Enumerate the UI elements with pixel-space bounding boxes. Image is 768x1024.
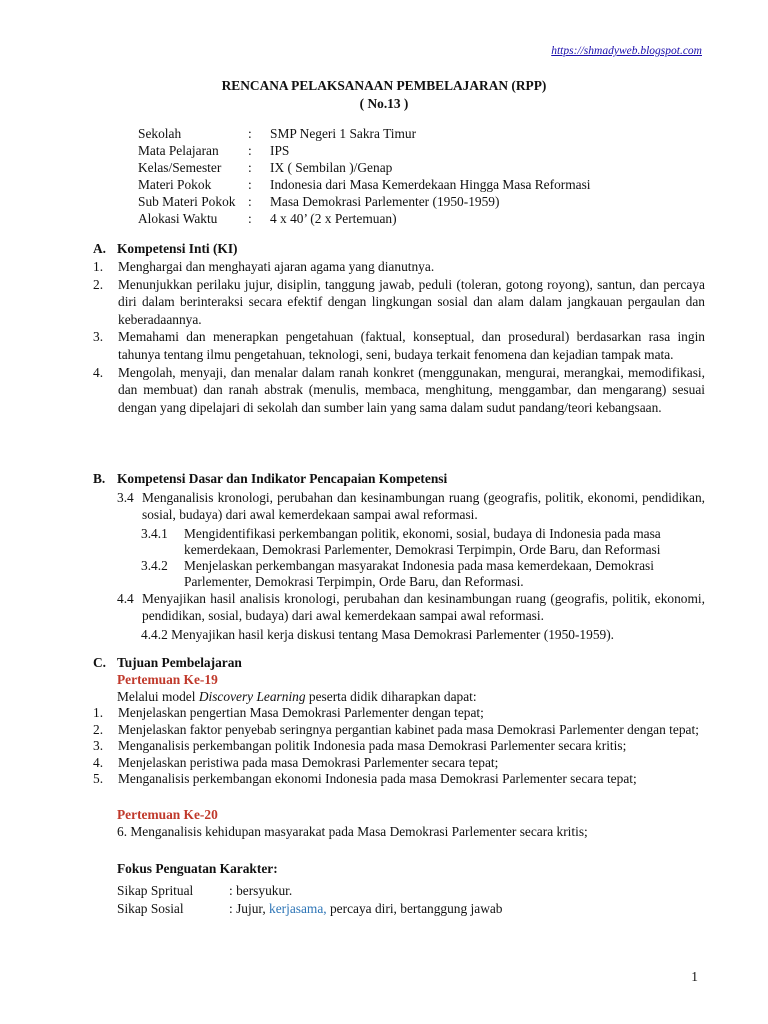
list-text: Menjelaskan peristiwa pada masa Demokrasi Parlementer secara tepat; bbox=[118, 754, 499, 770]
list-item bbox=[93, 738, 705, 755]
list-text: Menjelaskan pengertian Masa Demokrasi Parlementer dengan tepat; bbox=[118, 705, 484, 720]
tujuan-list bbox=[93, 705, 705, 788]
list-item bbox=[93, 722, 705, 739]
indicator-item bbox=[93, 526, 705, 558]
kd-item bbox=[93, 489, 705, 523]
sikap-row bbox=[117, 900, 503, 918]
list-item bbox=[93, 755, 705, 772]
meeting-heading: Pertemuan Ke-20 bbox=[117, 806, 218, 822]
identity-sep: : bbox=[248, 211, 252, 226]
section-title: Kompetensi Inti (KI) bbox=[117, 241, 238, 256]
indicator-number: 3.4.2 bbox=[141, 558, 168, 573]
identity-row bbox=[138, 125, 591, 142]
list-text: Menjelaskan faktor penyebab seringnya pergantian kabinet pada masa Demokrasi Parlementer dengan tepat; bbox=[118, 721, 699, 737]
identity-key: Kelas/Semester bbox=[138, 160, 222, 175]
kd-number: 3.4 bbox=[117, 490, 134, 505]
identity-block bbox=[138, 125, 591, 227]
identity-key: Mata Pelajaran bbox=[138, 143, 219, 158]
identity-value: SMP Negeri 1 Sakra Timur bbox=[270, 126, 417, 141]
identity-key: Materi Pokok bbox=[138, 177, 212, 192]
section-tujuan-pembelajaran bbox=[93, 654, 705, 918]
model-name: Discovery Learning bbox=[198, 689, 306, 704]
identity-value: IX ( Sembilan )/Genap bbox=[270, 160, 393, 175]
document-title bbox=[0, 77, 768, 113]
list-item bbox=[93, 771, 705, 788]
sikap-table bbox=[117, 882, 503, 918]
section-title: Kompetensi Dasar dan Indikator Pencapaian Kompetensi bbox=[117, 471, 448, 486]
tujuan-item-6: 6. Menganalisis kehidupan masyarakat pada Masa Demokrasi Parlementer secara kritis; bbox=[117, 823, 588, 839]
identity-value: Masa Demokrasi Parlementer (1950-1959) bbox=[270, 194, 500, 209]
sikap-post: percaya diri, bertanggung jawab bbox=[326, 900, 503, 916]
identity-key: Alokasi Waktu bbox=[138, 211, 218, 226]
section-heading bbox=[93, 240, 705, 257]
identity-value: IPS bbox=[270, 143, 290, 158]
list-item bbox=[93, 364, 705, 417]
title-line-2: ( No.13 ) bbox=[359, 96, 409, 111]
identity-sep: : bbox=[248, 177, 252, 192]
identity-row bbox=[138, 159, 591, 176]
indicator-number: 3.4.1 bbox=[141, 526, 168, 541]
kd-number: 4.4 bbox=[117, 591, 134, 606]
sikap-value bbox=[229, 900, 503, 918]
section-title: Tujuan Pembelajaran bbox=[117, 655, 242, 670]
sikap-value: : bersyukur. bbox=[229, 882, 293, 898]
list-number: 2. bbox=[93, 276, 104, 292]
identity-sep: : bbox=[248, 143, 252, 158]
fokus-title: Fokus Penguatan Karakter: bbox=[117, 860, 278, 876]
list-text: Menghargai dan menghayati ajaran agama yang dianutnya. bbox=[118, 259, 435, 274]
identity-sep: : bbox=[248, 160, 252, 175]
ki-list bbox=[93, 258, 705, 416]
sikap-label: Sikap Spritual bbox=[117, 882, 194, 898]
tujuan-body bbox=[93, 671, 705, 705]
identity-row bbox=[138, 176, 591, 193]
section-heading bbox=[93, 654, 705, 671]
list-number: 4. bbox=[93, 364, 104, 380]
list-text: Memahami dan menerapkan pengetahuan (faktual, konseptual, dan prosedural) berdasarkan rasa ingin tahunya tentang ilmu pengetahuan, teknologi, seni, budaya terkait fenomena dan kejadian tampak mata. bbox=[118, 329, 705, 362]
kd-text: Menganalisis kronologi, perubahan dan kesinambungan ruang (geografis, politik, ekonomi, pendidikan, sosial, budaya) dari awal kemerdekaan sampai awal reformasi. bbox=[142, 490, 705, 522]
title-line-1: RENCANA PELAKSANAAN PEMBELAJARAN (RPP) bbox=[221, 78, 547, 93]
kd-item bbox=[93, 590, 705, 624]
list-text: Menganalisis perkembangan politik Indonesia pada masa Demokrasi Parlementer secara kritis; bbox=[118, 738, 627, 754]
list-number: 1. bbox=[93, 705, 104, 720]
section-heading bbox=[93, 470, 705, 487]
kd-text: Menyajikan hasil analisis kronologi, perubahan dan kesinambungan ruang (geografis, politik, ekonomi, pendidikan, sosial, budaya) dari awal kemerdekaan sampai awal reformasi. bbox=[142, 591, 705, 623]
list-text: Menganalisis perkembangan ekonomi Indonesia pada masa Demokrasi Parlementer secara tepat; bbox=[118, 771, 637, 787]
list-number: 4. bbox=[93, 754, 104, 770]
fokus-block bbox=[93, 860, 705, 918]
list-item bbox=[93, 705, 705, 722]
section-letter: C. bbox=[93, 655, 107, 670]
list-number: 1. bbox=[93, 259, 104, 274]
section-letter: A. bbox=[93, 241, 107, 256]
list-item bbox=[93, 276, 705, 329]
meeting-heading: Pertemuan Ke-19 bbox=[117, 672, 218, 687]
sikap-row bbox=[117, 882, 503, 900]
indicator-text: Mengidentifikasi perkembangan politik, ekonomi, sosial, budaya di Indonesia pada masa kemerdekaan, Demokrasi Parlementer, Demokrasi Terpimpin, Orde Baru, dan Reformasi bbox=[184, 526, 661, 557]
identity-sep: : bbox=[248, 126, 252, 141]
identity-value: 4 x 40’ (2 x Pertemuan) bbox=[270, 211, 397, 226]
meeting-2-block bbox=[93, 806, 705, 840]
list-text: Menunjukkan perilaku jujur, disiplin, tanggung jawab, peduli (toleran, gotong royong), santun, dan percaya diri dalam berinteraksi secara efektif dengan lingkungan sosial dan alam dalam jangkauan pergaulan dan keberadaannya. bbox=[118, 276, 705, 327]
identity-row bbox=[138, 142, 591, 159]
section-kompetensi-dasar bbox=[93, 470, 705, 643]
section-letter: B. bbox=[93, 471, 106, 486]
identity-table bbox=[138, 125, 591, 227]
identity-value: Indonesia dari Masa Kemerdekaan Hingga Masa Reformasi bbox=[270, 177, 591, 192]
page-number: 1 bbox=[691, 969, 698, 984]
identity-sep: : bbox=[248, 194, 252, 209]
sikap-label: Sikap Sosial bbox=[117, 900, 184, 916]
indicator-item bbox=[93, 558, 705, 590]
identity-row bbox=[138, 193, 591, 210]
sikap-highlight: kerjasama, bbox=[269, 900, 327, 916]
list-number: 3. bbox=[93, 329, 104, 345]
list-number: 3. bbox=[93, 738, 104, 754]
section-kompetensi-inti bbox=[93, 240, 705, 416]
indicator-text: Menjelaskan perkembangan masyarakat Indonesia pada masa kemerdekaan, Demokrasi Parlementer, Demokrasi Terpimpin, Orde Baru, dan Reformasi. bbox=[184, 558, 654, 589]
identity-key: Sekolah bbox=[138, 126, 182, 141]
list-item bbox=[93, 328, 705, 363]
list-item bbox=[93, 258, 705, 276]
intro-post: peserta didik diharapkan dapat: bbox=[305, 689, 477, 704]
blog-url-link[interactable]: https://shmadyweb.blogspot.com bbox=[551, 45, 702, 57]
indicator-item: 4.4.2 Menyajikan hasil kerja diskusi tentang Masa Demokrasi Parlementer (1950-1959). bbox=[141, 627, 615, 642]
list-number: 5. bbox=[93, 771, 104, 787]
list-text: Mengolah, menyaji, dan menalar dalam ranah konkret (menggunakan, mengurai, merangkai, memodifikasi, dan membuat) dan ranah abstrak (menulis, membaca, menghitung, menggambar, dan mengarang) sesuai dengan yang dipelajari di sekolah dan sumber lain yang sama dalam sudut pandang/teori kebangsaan. bbox=[118, 364, 705, 415]
sikap-pre: : Jujur, bbox=[229, 900, 270, 916]
list-number: 2. bbox=[93, 721, 104, 737]
identity-row bbox=[138, 210, 591, 227]
tujuan-intro bbox=[117, 688, 705, 705]
identity-key: Sub Materi Pokok bbox=[138, 194, 236, 209]
intro-pre: Melalui model bbox=[117, 689, 199, 704]
